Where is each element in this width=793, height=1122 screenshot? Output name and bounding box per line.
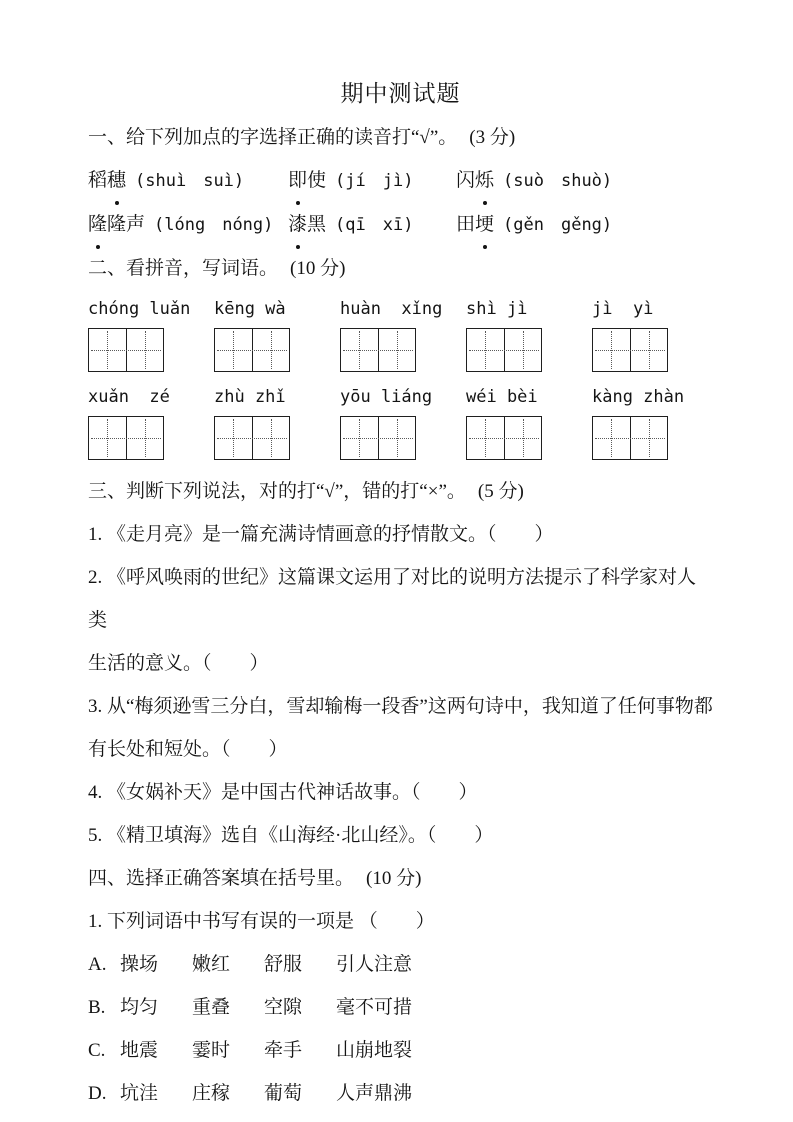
writing-grid-cell (215, 329, 252, 371)
pinyin-label: wéi bèi (466, 387, 538, 407)
pronunciation-item (88, 203, 288, 247)
word-entry (88, 382, 170, 460)
pinyin-label: zhù zhǐ (214, 387, 286, 407)
section-three-heading-text: 三、判断下列说法，对的打“√”，错的打“×”。 (88, 481, 466, 502)
writing-grid (214, 416, 290, 460)
writing-grid-cell (215, 417, 252, 459)
section-three-points: (5 分) (477, 481, 524, 502)
section-two-points: (10 分) (290, 258, 346, 279)
section-four-question-1: 1. 下列词语中书写有误的一项是 （ ） (88, 911, 435, 932)
section-one-points: (3 分) (469, 127, 516, 148)
writing-grid-cell (593, 417, 630, 459)
statement-line: 2. 《呼风唤雨的世纪》这篇课文运用了对比的说明方法提示了科学家对人类 (88, 567, 697, 631)
statement-line: 5. 《精卫填海》选自《山海经·北山经》。（ ） (88, 825, 494, 846)
writing-grid-cell (467, 417, 504, 459)
word-entry (466, 294, 540, 372)
pronunciation-item (88, 159, 288, 203)
section-two (88, 247, 713, 460)
dotted-char: 穗 (107, 159, 126, 202)
word-entry (88, 294, 191, 372)
pinyin-label: jì yì (592, 299, 654, 319)
word-entry (592, 382, 685, 460)
writing-grid (340, 328, 416, 372)
option-word: 山崩地裂 (336, 1040, 413, 1061)
statement-line: 3. 从“梅须逊雪三分白，雪却输梅一段香”这两句诗中，我知道了任何事物都 (88, 696, 713, 717)
statement-line: 1. 《走月亮》是一篇充满诗情画意的抒情散文。（ ） (88, 524, 554, 545)
writing-grid-cell (341, 329, 378, 371)
option-words (120, 986, 412, 1029)
pinyin-choices: (lóng nóng) (154, 215, 274, 235)
section-one-heading-text: 一、给下列加点的字选择正确的读音打“√”。 (88, 127, 458, 148)
pinyin-choices: (suò shuò) (503, 171, 613, 191)
option-word: 霎时 (192, 1040, 231, 1061)
char: 田 (456, 214, 476, 235)
writing-grid-cell (593, 329, 630, 371)
option-word: 舒服 (264, 954, 303, 975)
char: 闪 (456, 170, 476, 191)
writing-grid-cell (504, 329, 542, 371)
writing-grid (88, 416, 164, 460)
char: 稻 (88, 170, 108, 191)
word-with-dotted-char (456, 170, 494, 191)
dotted-char: 漆 (288, 203, 307, 246)
writing-grid-cell (252, 329, 290, 371)
writing-grid (88, 328, 164, 372)
writing-grid-cell (341, 417, 378, 459)
writing-grid (214, 328, 290, 372)
writing-grid-cell (504, 417, 542, 459)
pinyin-label: chóng luǎn (88, 299, 191, 319)
section-four-points: (10 分) (366, 868, 422, 889)
pronunciation-item (456, 203, 713, 247)
writing-grid-cell (378, 329, 416, 371)
option-label: B. (88, 997, 106, 1018)
section-two-heading-text: 二、看拼音，写词语。 (88, 258, 279, 279)
section-three (88, 470, 713, 857)
pronunciation-item (288, 203, 456, 247)
option-word: 坑洼 (120, 1083, 159, 1104)
writing-grid (592, 416, 668, 460)
writing-grid-cell (378, 417, 416, 459)
section-four-heading (88, 857, 713, 900)
option-row (88, 986, 713, 1029)
section-four-options (88, 943, 713, 1115)
word-with-dotted-char (88, 214, 145, 235)
writing-grid (466, 416, 542, 460)
option-row (88, 1029, 713, 1072)
option-word: 毫不可措 (336, 997, 413, 1018)
word-with-dotted-char (288, 214, 326, 235)
pinyin-label: huàn xǐng (340, 299, 443, 319)
section-one-heading (88, 116, 713, 159)
section-two-heading (88, 247, 713, 290)
pinyin-choices: (qī xī) (335, 215, 414, 235)
option-word: 牵手 (264, 1040, 303, 1061)
char: 使 (307, 170, 327, 191)
option-row (88, 943, 713, 986)
option-words (120, 943, 412, 986)
writing-grid-cell (630, 329, 668, 371)
writing-grid (592, 328, 668, 372)
word-entry (466, 382, 540, 460)
statement-line: 生活的意义。（ ） (88, 653, 269, 674)
pinyin-choices: (gěn gěng) (503, 215, 613, 235)
section-one-rows (88, 159, 713, 247)
option-label: A. (88, 954, 107, 975)
statement-line: 有长处和短处。（ ） (88, 739, 288, 760)
option-words (120, 1072, 412, 1115)
word-entry (214, 294, 288, 372)
pronunciation-item (288, 159, 456, 203)
option-word: 重叠 (192, 997, 231, 1018)
word-entry (214, 382, 288, 460)
writing-grid-cell (467, 329, 504, 371)
word-entry (340, 294, 443, 372)
word-entry (592, 294, 666, 372)
writing-grid-cell (126, 417, 164, 459)
option-word: 人声鼎沸 (336, 1083, 413, 1104)
option-label: D. (88, 1083, 107, 1104)
writing-grid-cell (252, 417, 290, 459)
option-word: 庄稼 (192, 1083, 231, 1104)
dotted-char: 烁 (475, 159, 494, 202)
pinyin-choices: (jí jì) (335, 171, 414, 191)
option-label: C. (88, 1040, 106, 1061)
section-three-heading (88, 470, 713, 513)
pronunciation-row (88, 159, 713, 203)
writing-grid (466, 328, 542, 372)
word-with-dotted-char (288, 170, 326, 191)
dotted-char: 埂 (475, 203, 494, 246)
pinyin-label: xuǎn zé (88, 387, 170, 407)
dotted-char: 隆 (88, 203, 107, 246)
writing-grid-cell (89, 329, 126, 371)
pronunciation-row (88, 203, 713, 247)
pinyin-label: yōu liáng (340, 387, 433, 407)
option-words (120, 1029, 412, 1072)
pinyin-label: shì jì (466, 299, 528, 319)
option-word: 引人注意 (336, 954, 413, 975)
pinyin-grid-row (88, 382, 685, 460)
char: 隆声 (107, 214, 146, 235)
pinyin-grid-row (88, 294, 666, 372)
option-row (88, 1072, 713, 1115)
pronunciation-item (456, 159, 713, 203)
pinyin-label: kàng zhàn (592, 387, 685, 407)
pinyin-choices: (shuì suì) (135, 171, 245, 191)
option-word: 嫩红 (192, 954, 231, 975)
option-word: 地震 (120, 1040, 159, 1061)
section-four (88, 857, 713, 1115)
writing-grid-cell (630, 417, 668, 459)
section-two-grids (88, 290, 713, 460)
option-word: 均匀 (120, 997, 159, 1018)
statement-line: 4. 《女娲补天》是中国古代神话故事。（ ） (88, 782, 478, 803)
word-with-dotted-char (88, 170, 126, 191)
writing-grid (340, 416, 416, 460)
section-one (88, 116, 713, 247)
word-entry (340, 382, 433, 460)
char: 黑 (307, 214, 327, 235)
dotted-char: 即 (288, 159, 307, 202)
section-four-heading-text: 四、选择正确答案填在括号里。 (88, 868, 355, 889)
option-word: 空隙 (264, 997, 303, 1018)
option-word: 葡萄 (264, 1083, 303, 1104)
pinyin-label: kēng wà (214, 299, 286, 319)
writing-grid-cell (89, 417, 126, 459)
writing-grid-cell (126, 329, 164, 371)
word-with-dotted-char (456, 214, 494, 235)
section-three-items (88, 513, 713, 857)
option-word: 操场 (120, 954, 159, 975)
page-title: 期中测试题 (340, 81, 461, 106)
